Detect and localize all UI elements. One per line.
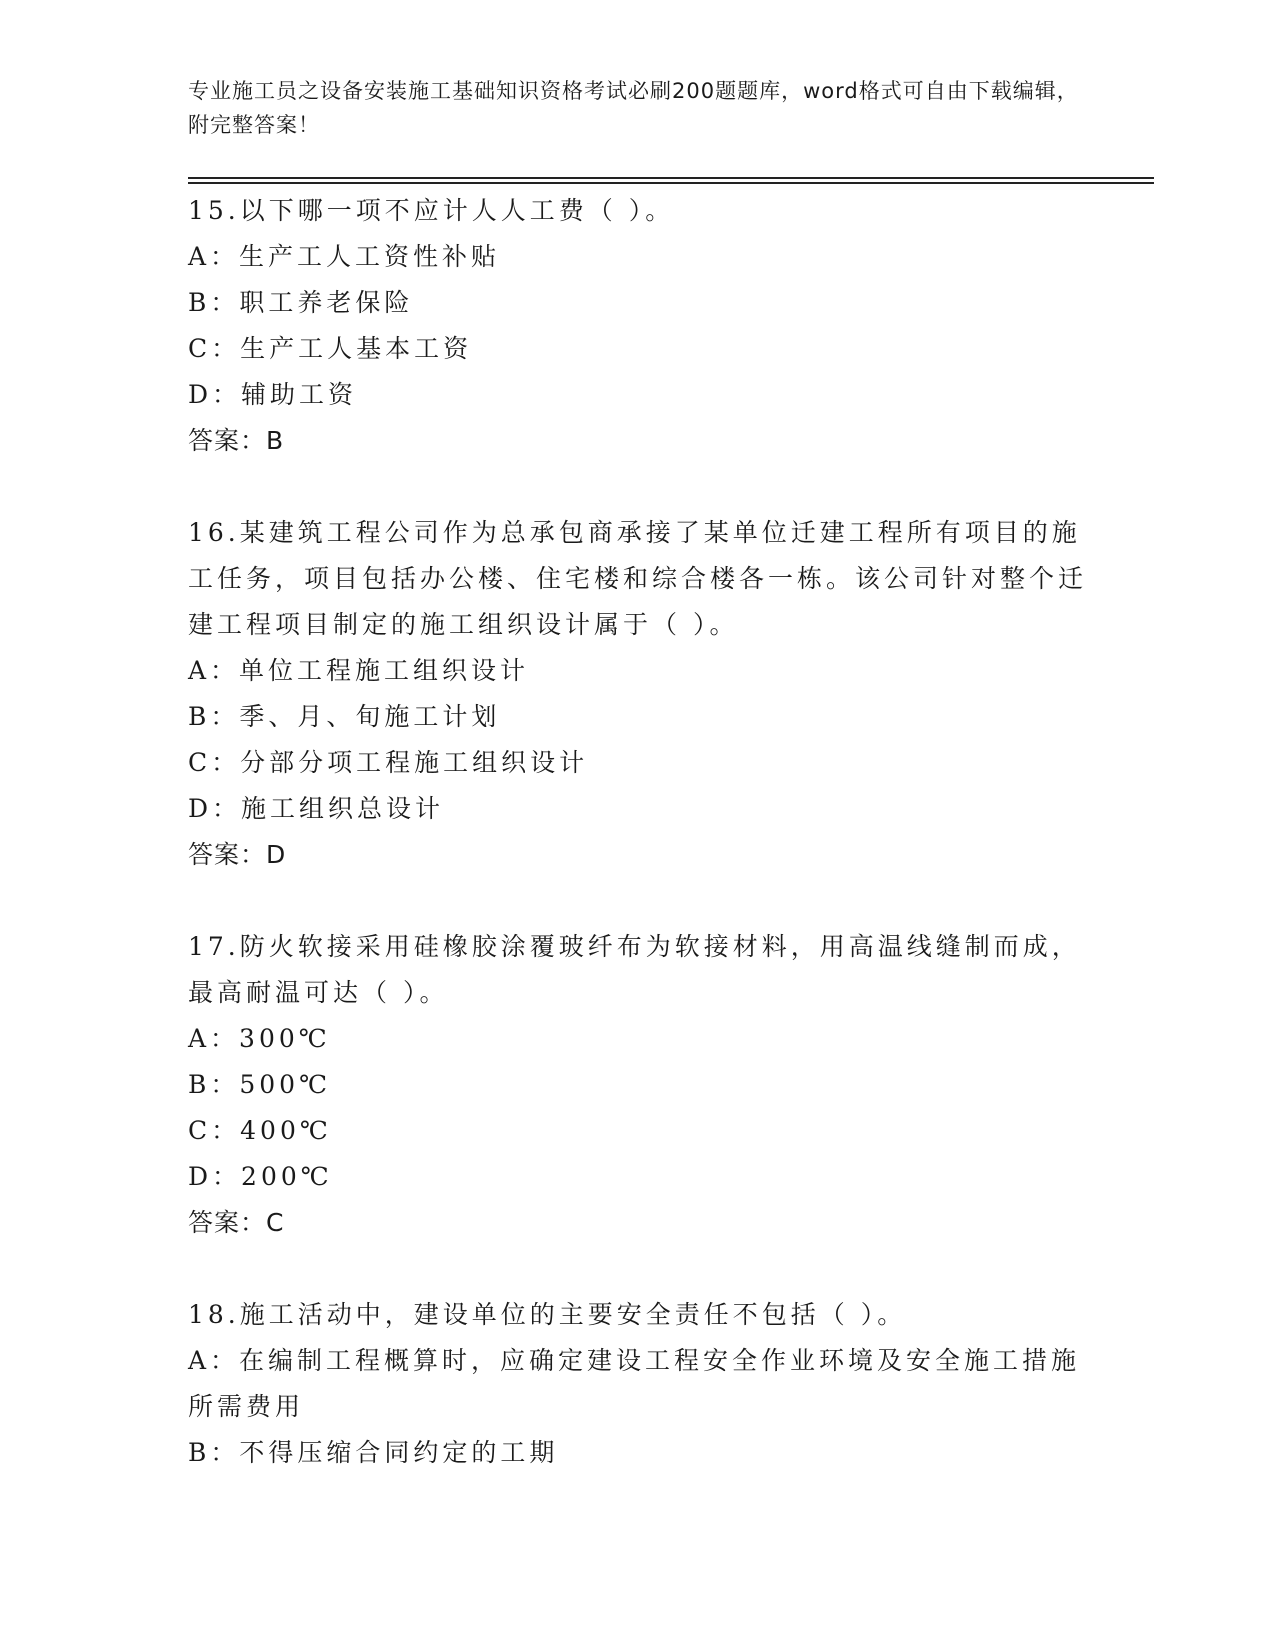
option-d: D：施工组织总设计 — [188, 794, 445, 823]
option-c: C：生产工人基本工资 — [188, 334, 473, 363]
header-rule-bottom — [188, 182, 1154, 184]
answer: 答案：B — [188, 426, 285, 455]
option-b: B：不得压缩合同约定的工期 — [188, 1438, 559, 1467]
option-a: A：单位工程施工组织设计 — [188, 656, 530, 685]
option-c: C：分部分项工程施工组织设计 — [188, 748, 589, 777]
option-a: A：在编制工程概算时，应确定建设工程安全作业环境及安全施工措施所需费用 — [188, 1346, 1081, 1421]
spacer — [188, 1246, 1088, 1292]
question-stem: 18.施工活动中，建设单位的主要安全责任不包括（ ）。 — [188, 1300, 907, 1329]
answer: 答案：D — [188, 840, 287, 869]
page-header: 专业施工员之设备安装施工基础知识资格考试必刷200题题库，word格式可自由下载编辑，附完整答案！ — [188, 79, 1079, 137]
option-a: A：生产工人工资性补贴 — [188, 242, 501, 271]
spacer — [188, 878, 1088, 924]
header-rule-top — [188, 177, 1154, 179]
option-d: D：辅助工资 — [188, 380, 358, 409]
question-17 — [188, 924, 1088, 1246]
question-15 — [188, 188, 1088, 464]
spacer — [188, 464, 1088, 510]
question-list — [188, 188, 1088, 1476]
option-b: B：季、月、旬施工计划 — [188, 702, 501, 731]
question-stem: 16.某建筑工程公司作为总承包商承接了某单位迁建工程所有项目的施工任务，项目包括办公楼、住宅楼和综合楼各一栋。该公司针对整个迁建工程项目制定的施工组织设计属于（ ）。 — [188, 518, 1088, 639]
option-c: C：400℃ — [188, 1116, 332, 1145]
question-stem: 15.以下哪一项不应计人人工费（ ）。 — [188, 196, 675, 225]
option-b: B：职工养老保险 — [188, 288, 414, 317]
option-d: D：200℃ — [188, 1162, 333, 1191]
answer: 答案：C — [188, 1208, 285, 1237]
question-16 — [188, 510, 1088, 878]
option-a: A：300℃ — [188, 1024, 331, 1053]
option-b: B：500℃ — [188, 1070, 332, 1099]
question-18 — [188, 1292, 1088, 1476]
question-stem: 17.防火软接采用硅橡胶涂覆玻纤布为软接材料，用高温线缝制而成，最高耐温可达（ ）。 — [188, 932, 1081, 1007]
